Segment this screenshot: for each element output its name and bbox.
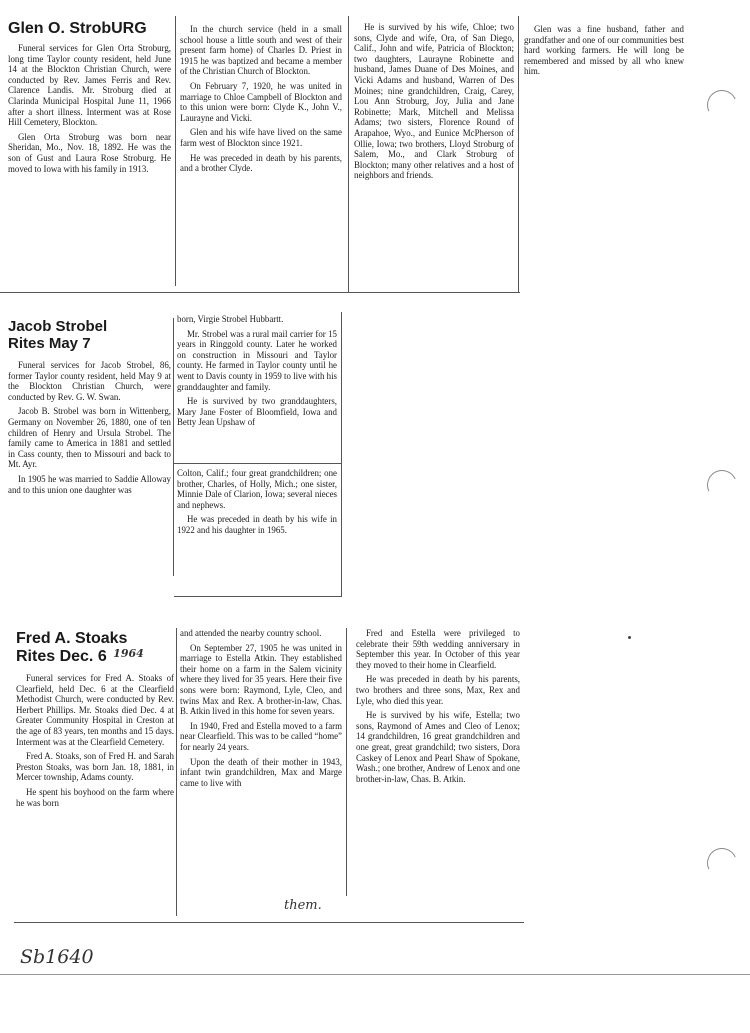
- glen-col2-p3: Glen and his wife have lived on the same farm west of Blockton since 1921.: [180, 127, 342, 148]
- glen-col2-p2: On February 7, 1920, he was united in marriage to Chloe Campbell of Blockton and to this union were born: Clyde K., John V., Laurayne and Vicki.: [180, 80, 342, 123]
- fred-col1-p3: He spent his boyhood on the farm where he was born: [16, 786, 174, 808]
- fred-col3-p3: He is survived by his wife, Estella; two sons, Raymond of Ames and Cleo of Lenox; 14 grandchildren, 16 great grandchildren and one great, great grandchild; two sisters, Dora Caskey of Lenox and Pearl Shaw of Spokane, Wash.; one brother, Andrew of Lenox and one brother-in-law, Chas. B. Atkin.: [356, 710, 520, 784]
- fred-col2-p2: On September 27, 1905 he was united in marriage to Estella Atkin. They established their home on a farm in the Salem vicinity where they lived for 35 years. Here their five sons were born: Raymond, Lyle, Cleo, and twins Max and Rex. A brother-in-law, Chas. B. Atkin lived in this home for seven years.: [180, 642, 342, 717]
- jacob-col-1: [8, 318, 171, 590]
- jacob-rule-1: [173, 318, 174, 576]
- fred-rule-1: [176, 628, 177, 916]
- glen-col2-p1: In the church service (held in a small school house a little south and west of their present farm home) of Charles D. Priest in 1915 he was baptized and became a member of the Christian Church of Blockton.: [180, 24, 342, 77]
- fred-handwritten-them: them.: [284, 898, 322, 913]
- fred-col3-p2: He was preceded in death by his parents, two brothers and three sons, Max, Rex and Lyle, who died this year.: [356, 674, 520, 706]
- glen-col-2: [180, 24, 342, 292]
- glen-rule-bottom: [0, 292, 520, 293]
- fred-col-1: [16, 630, 174, 918]
- fred-col2-p3: In 1940, Fred and Estella moved to a farm near Clearfield. This was to be called “home” for nearly 24 years.: [180, 720, 342, 752]
- punch-hole-middle: [703, 466, 741, 504]
- fred-headline-line2-text: Rites Dec. 6: [16, 648, 107, 665]
- fred-col-3: [356, 628, 520, 918]
- jacob-col1-p2: Jacob B. Strobel was born in Wittenberg, Germany on November 26, 1880, one of ten children of Henry and Ursula Strobel. The family came to America in 1881 and settled in Cass county, then to Missouri and back to Mt. Ayr.: [8, 406, 171, 470]
- fred-col-2: [180, 628, 342, 894]
- jacob-col2a-p1: born, Virgie Strobel Hubbartt.: [177, 314, 284, 324]
- punch-hole-bottom: [703, 844, 741, 882]
- fred-headline-line2: [16, 648, 174, 667]
- jacob-col2b-p1: Colton, Calif.; four great grandchildren; one brother, Charles, of Holly, Mich.; one sister, Minnie Dale of Clarion, Iowa; several nieces and nephews.: [177, 468, 337, 510]
- fred-rule-2: [346, 628, 347, 896]
- jacob-headline-line1: Jacob Strobel: [8, 318, 108, 335]
- glen-col3-p1: He is survived by his wife, Chloe; two sons, Clyde and wife, Ora, of San Diego, Calif., John and wife, Patricia of Blockton; two daughters, Laurayne Robinette and husband, James Duane of Des Moines, and Vicki Adams and husband, Warren of Des Moines; nine grandchildren, Craig, Carey, Lou Ann Stroburg, Joy, Julia and Jane Robinette; Mark, Mitchell and Melissa Adams; two sisters, Florence Round of Arapahoe, Wyo., and Eunice McPherson of Ollie, Iowa; two brothers, Lloyd Stroburg of Salem, Mo., and Clark Stroburg of Blockton; many other relatives and a host of neighbors and friends.: [354, 22, 514, 181]
- page-label-handwritten: Sb1640: [20, 946, 94, 968]
- fred-col3-p1: Fred and Estella were privileged to celebrate their 59th wedding anniversary in September this year. In October of this year they moved to their home in Clearfield.: [356, 628, 520, 670]
- fred-headline-line1: Fred A. Stoaks: [16, 630, 128, 647]
- fred-headline: [16, 630, 174, 667]
- fred-rule-bottom: [14, 922, 524, 923]
- jacob-splice-line: [174, 463, 342, 464]
- page-bottom-rule: [0, 974, 750, 975]
- fred-col1-p2: Fred A. Stoaks, son of Fred H. and Sarah Preston Stoaks, was born Jan. 18, 1881, in Mercer township, Adams county.: [16, 751, 174, 783]
- fred-handwritten-year: 1964: [113, 647, 144, 660]
- jacob-rule-2: [341, 312, 342, 596]
- glen-col-3: [354, 22, 514, 294]
- fred-stoaks-obituary: [0, 624, 530, 924]
- glen-stroburg-obituary: [0, 14, 525, 294]
- jacob-col-2b: [177, 468, 337, 596]
- jacob-col2b-p2: He was preceded in death by his wife in 1922 and his daughter in 1965.: [177, 514, 337, 535]
- glen-rule-2: [348, 16, 349, 292]
- jacob-col-2a: [177, 314, 337, 464]
- speck-mark: [628, 636, 631, 639]
- glen-col-1: [8, 20, 171, 290]
- fred-col1-p1: Funeral services for Fred A. Stoaks of Clearfield, held Dec. 6 at the Clearfield Methodist Church, were conducted by Rev. Herbert Phillips. Mr. Stoaks died Dec. 4 at Greater Community Hospital in Creston at the age of 83 years, ten months and 15 days. Interment was at the Clearfield Cemetery.: [16, 673, 174, 747]
- glen-col-4: [524, 24, 684, 114]
- jacob-col2a-p3: He is survived by two granddaughters, Mary Jane Foster of Bloomfield, Iowa and Betty Jean Upshaw of: [177, 396, 337, 428]
- glen-col4-p1: Glen was a fine husband, father and grandfather and one of our communities best hard working farmers. He will long be remembered and missed by all who knew him.: [524, 24, 684, 77]
- glen-rule-1: [175, 16, 176, 286]
- jacob-col1-p3: In 1905 he was married to Saddie Alloway and to this union one daughter was: [8, 473, 171, 495]
- fred-col2-p4: Upon the death of their mother in 1943, infant twin grandchildren, Max and Marge came to live with: [180, 756, 342, 788]
- fred-col2-p1: and attended the nearby country school.: [180, 628, 322, 638]
- jacob-headline-line2: Rites May 7: [8, 335, 91, 352]
- glen-headline: Glen O. StrobURG: [8, 20, 147, 37]
- glen-rule-3: [518, 16, 519, 292]
- glen-col1-p2: Glen Orta Stroburg was born near Sheridan, Mo., Nov. 18, 1892. He was the son of Gust and Laura Rose Stroburg. He moved to Iowa with his family in 1913.: [8, 131, 171, 174]
- jacob-col1-p1: Funeral services for Jacob Strobel, 86, former Taylor county resident, held May 9 at the Blockton Christian Church, were conducted by Rev. G. W. Swan.: [8, 360, 171, 402]
- jacob-headline: [8, 318, 171, 352]
- glen-col2-p4: He was preceded in death by his parents, and a brother Clyde.: [180, 152, 342, 174]
- jacob-col2a-p2: Mr. Strobel was a rural mail carrier for 15 years in Ringgold county. Later he worked on construction in Missouri and Taylor county. He farmed in Taylor county until he went to Davis county in 1959 to live with his granddaughter and family.: [177, 328, 337, 392]
- jacob-rule-bottom: [174, 596, 342, 597]
- punch-hole-top: [703, 86, 741, 124]
- glen-col1-p1: Funeral services for Glen Orta Stroburg, long time Taylor county resident, held June 14 at the Blockton Christian Church, were conducted by Rev. James Ferris and Rev. Clarence Landis. Mr. Stroburg died at Clarinda Municipal Hospital June 11, 1966 after a short illness. Interment was at Rose Hill Cemetery, Blockton.: [8, 43, 171, 128]
